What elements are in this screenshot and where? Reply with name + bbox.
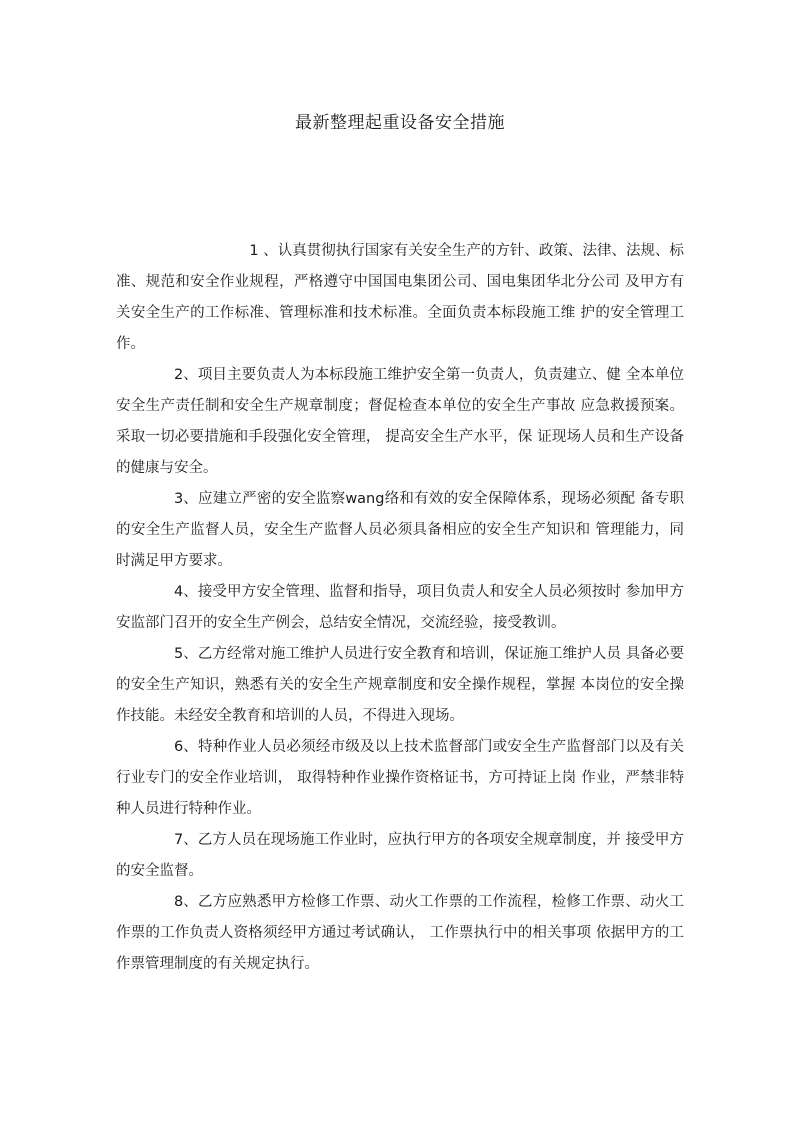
clause-paragraph — [116, 639, 684, 732]
clause-number: 5、 — [174, 646, 198, 662]
clause-paragraph — [116, 360, 684, 484]
clause-number: 7、 — [174, 832, 198, 848]
clause-text: 认真贯彻执行国家有关安全生产的方针、政策、法律、法规、标准、规范和安全作业规程，严格遵守中国国电集团公司、国电集团华北分公司 及甲方有关安全生产的工作标准、管理标准和技术标准。全面负责本标段施工维 护的安全管理工作。 — [116, 243, 684, 352]
clause-number: 8、 — [174, 894, 198, 910]
clause-paragraph — [116, 236, 684, 360]
clause-number: 1 、 — [249, 243, 278, 259]
clause-paragraph — [116, 825, 684, 887]
clause-paragraph — [116, 732, 684, 825]
document-title: 最新整理起重设备安全措施 — [295, 113, 505, 133]
clause-paragraph — [116, 577, 684, 639]
clause-text: 项目主要负责人为本标段施工维护安全第一负责人，负责建立、健 全本单位安全生产责任制和安全生产规章制度；督促检查本单位的安全生产事故 应急救援预案。采取一切必要措施和手段强化安全管理， 提高安全生产水平，保 证现场人员和生产设备的健康与安全。 — [116, 367, 684, 476]
clause-number: 6、 — [174, 739, 198, 755]
clause-paragraph — [116, 484, 684, 577]
clause-number: 4、 — [174, 584, 198, 600]
clause-text: 乙方应熟悉甲方检修工作票、动火工作票的工作流程，检修工作票、动火工作票的工作负责人资格须经甲方通过考试确认， 工作票执行中的相关事项 依据甲方的工作票管理制度的有关规定执行。 — [116, 894, 684, 972]
clause-number: 2、 — [174, 367, 198, 383]
document-body — [116, 236, 684, 980]
clause-text: 乙方人员在现场施工作业时，应执行甲方的各项安全规章制度，并 接受甲方的安全监督。 — [116, 832, 684, 879]
clause-text: 特种作业人员必须经市级及以上技术监督部门或安全生产监督部门以及有关行业专门的安全作业培训， 取得特种作业操作资格证书，方可持证上岗 作业，严禁非特种人员进行特种作业。 — [116, 739, 684, 817]
clause-paragraph — [116, 887, 684, 980]
clause-text: 接受甲方安全管理、监督和指导，项目负责人和安全人员必须按时 参加甲方安监部门召开的安全生产例会，总结安全情况，交流经验，接受教训。 — [116, 584, 684, 631]
clause-number: 3、 — [174, 491, 198, 507]
clause-text: 乙方经常对施工维护人员进行安全教育和培训，保证施工维护人员 具备必要的安全生产知识，熟悉有关的安全生产规章制度和安全操作规程，掌握 本岗位的安全操作技能。未经安全教育和培训的人员，不得进入现场。 — [116, 646, 684, 724]
clause-text: 应建立严密的安全监察wang络和有效的安全保障体系，现场必须配 备专职的安全生产监督人员，安全生产监督人员必须具备相应的安全生产知识和 管理能力，同时满足甲方要求。 — [116, 491, 684, 569]
